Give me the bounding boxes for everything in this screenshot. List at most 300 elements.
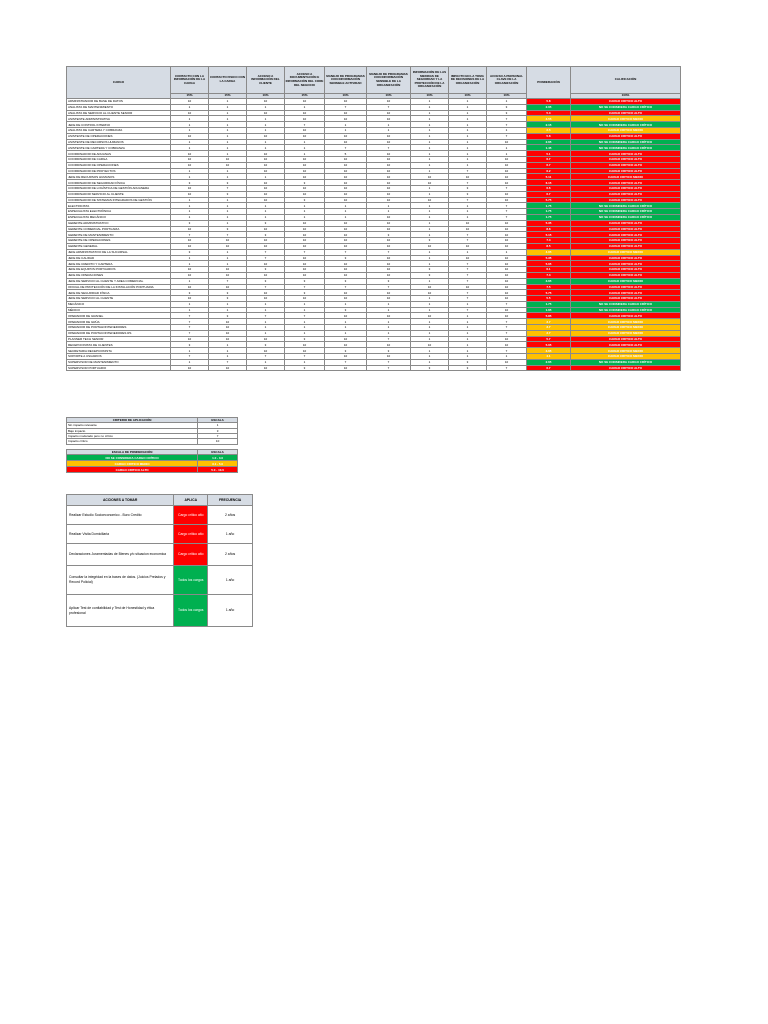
ponderacion-value: 2.65 bbox=[527, 359, 571, 365]
score-cell: 10 bbox=[487, 296, 527, 302]
accion-desc: Declaraciones Juramentadas de Bienes y/o situacion economica bbox=[67, 544, 174, 566]
score-cell: 10 bbox=[209, 238, 247, 244]
score-cell: 7 bbox=[171, 330, 209, 336]
score-cell: 1 bbox=[449, 151, 487, 157]
score-cell: 1 bbox=[411, 249, 449, 255]
ponderacion-value: 6.7 bbox=[527, 162, 571, 168]
criterio-value: 3 bbox=[198, 428, 238, 433]
score-cell: 7 bbox=[449, 290, 487, 296]
score-cell: 10 bbox=[247, 151, 285, 157]
score-cell: 1 bbox=[325, 209, 367, 215]
score-cell: 10 bbox=[285, 238, 325, 244]
score-cell: 1 bbox=[411, 214, 449, 220]
ponderacion-value: 8.8 bbox=[527, 226, 571, 232]
score-cell: 10 bbox=[171, 226, 209, 232]
score-cell: 1 bbox=[247, 330, 285, 336]
calificacion-value: CARGO CRITICO MEDIO bbox=[571, 174, 681, 180]
cargo-name: ASISTENTE DE CARTERA Y COBRANZA bbox=[67, 145, 171, 151]
score-cell: 1 bbox=[171, 209, 209, 215]
calificacion-value: NO SE CONSIDERA CARGO CRÍTICO bbox=[571, 122, 681, 128]
score-cell: 10 bbox=[411, 180, 449, 186]
score-cell: 10 bbox=[487, 359, 527, 365]
score-cell: 10 bbox=[367, 110, 411, 116]
header-col-4: ACCESO A DOCUMENTACIÓN E INFORMACIÓN DEL CORE DEL NEGOCIO bbox=[285, 67, 325, 94]
score-cell: 1 bbox=[449, 145, 487, 151]
score-cell: 10 bbox=[325, 168, 367, 174]
score-cell: 1 bbox=[449, 116, 487, 122]
score-cell: 10 bbox=[247, 197, 285, 203]
score-cell: 1 bbox=[449, 122, 487, 128]
score-cell: 1 bbox=[449, 139, 487, 145]
score-cell: 1 bbox=[449, 354, 487, 360]
cargo-name: COORDINADOR DE CARGA bbox=[67, 156, 171, 162]
score-cell: 1 bbox=[411, 209, 449, 215]
frecuencia-header: FRECUENCIA bbox=[208, 495, 253, 506]
score-cell: 10 bbox=[325, 139, 367, 145]
score-cell: 1 bbox=[209, 133, 247, 139]
score-cell: 10 bbox=[367, 313, 411, 319]
score-cell: 10 bbox=[411, 174, 449, 180]
ponderacion-value: 5.75 bbox=[527, 197, 571, 203]
ponderacion-value: 3.65 bbox=[527, 348, 571, 354]
score-cell: 10 bbox=[487, 232, 527, 238]
score-cell: 7 bbox=[247, 249, 285, 255]
score-cell: 10 bbox=[171, 110, 209, 116]
score-cell: 7 bbox=[367, 365, 411, 371]
escala-label: NO SE CONSIDERA CARGO CRÍTICO bbox=[67, 455, 198, 461]
calificacion-value: CARGO CRITICO ALTO bbox=[571, 151, 681, 157]
score-cell: 1 bbox=[171, 261, 209, 267]
cargo-name: GERENTE GENERAL bbox=[67, 243, 171, 249]
score-cell: 10 bbox=[367, 168, 411, 174]
score-cell: 10 bbox=[247, 99, 285, 105]
score-cell: 1 bbox=[367, 122, 411, 128]
score-cell: 1 bbox=[367, 330, 411, 336]
score-cell: 10 bbox=[285, 162, 325, 168]
score-cell: 10 bbox=[367, 191, 411, 197]
calificacion-value: CARGO CRITICO ALTO bbox=[571, 296, 681, 302]
score-cell: 10 bbox=[247, 365, 285, 371]
score-cell: 3 bbox=[209, 290, 247, 296]
calificacion-value: CARGO CRITICO ALTO bbox=[571, 197, 681, 203]
score-cell: 7 bbox=[487, 209, 527, 215]
accion-desc: Realizar Visita Domiciliaria bbox=[67, 525, 174, 544]
ponderacion-value: 6.15 bbox=[527, 180, 571, 186]
score-cell: 1 bbox=[449, 342, 487, 348]
calificacion-value: CARGO CRITICO ALTO bbox=[571, 232, 681, 238]
acciones-table bbox=[66, 494, 253, 627]
score-cell: 7 bbox=[209, 232, 247, 238]
score-cell: 10 bbox=[487, 174, 527, 180]
score-cell: 10 bbox=[209, 272, 247, 278]
score-cell: 1 bbox=[411, 319, 449, 325]
score-cell: 10 bbox=[487, 220, 527, 226]
score-cell: 1 bbox=[171, 122, 209, 128]
score-cell: 10 bbox=[285, 267, 325, 273]
score-cell: 10 bbox=[285, 168, 325, 174]
cargo-name: ASISTENTE DE RECURSOS HUMANOS bbox=[67, 139, 171, 145]
header-ponderacion: PONDERACIÓN bbox=[527, 67, 571, 99]
score-cell: 1 bbox=[487, 151, 527, 157]
cargo-name: OPERADOR DE GRÚA bbox=[67, 319, 171, 325]
score-cell: 1 bbox=[209, 197, 247, 203]
score-cell: 10 bbox=[209, 162, 247, 168]
score-cell: 3 bbox=[209, 191, 247, 197]
score-cell: 1 bbox=[247, 145, 285, 151]
calificacion-value: NO SE CONSIDERA CARGO CRÍTICO bbox=[571, 214, 681, 220]
score-cell: 10 bbox=[487, 284, 527, 290]
score-cell: 7 bbox=[449, 296, 487, 302]
score-cell: 10 bbox=[487, 267, 527, 273]
calificacion-value: CARGO CRITICO ALTO bbox=[571, 226, 681, 232]
score-cell: 7 bbox=[449, 197, 487, 203]
escala-scale-header: ESCALA bbox=[198, 450, 238, 455]
score-cell: 1 bbox=[247, 319, 285, 325]
calificacion-value: CARGO CRITICO ALTO bbox=[571, 261, 681, 267]
score-cell: 1 bbox=[171, 348, 209, 354]
escala-label: CARGO CRITICO ALTO bbox=[67, 467, 198, 473]
cargo-name: ANALISTA DE MANTENIMIENTO bbox=[67, 104, 171, 110]
cargo-name: COORDINADOR DE OPERACIONES bbox=[67, 162, 171, 168]
score-cell: 3 bbox=[285, 365, 325, 371]
accion-desc: Consultar la integridad en la bases de datos. (Juicios Prelados y Record Policial) bbox=[67, 566, 174, 595]
score-cell: 1 bbox=[325, 214, 367, 220]
weight-cell: 15% bbox=[171, 94, 209, 99]
score-cell: 7 bbox=[449, 180, 487, 186]
calificacion-value: CARGO CRITICO ALTO bbox=[571, 290, 681, 296]
score-cell: 10 bbox=[449, 174, 487, 180]
calificacion-value: NO SE CONSIDERA CARGO CRÍTICO bbox=[571, 145, 681, 151]
score-cell: 7 bbox=[449, 267, 487, 273]
score-cell: 1 bbox=[171, 301, 209, 307]
score-cell: 1 bbox=[171, 307, 209, 313]
ponderacion-value: 1.75 bbox=[527, 301, 571, 307]
score-cell: 1 bbox=[449, 313, 487, 319]
cargo-name: SECRETARIA RECEPCIONISTA bbox=[67, 348, 171, 354]
score-cell: 1 bbox=[449, 203, 487, 209]
aplica-header: APLICA bbox=[174, 495, 208, 506]
score-cell: 10 bbox=[449, 226, 487, 232]
score-cell: 1 bbox=[411, 354, 449, 360]
calificacion-value: CARGO CRITICO MEDIO bbox=[571, 127, 681, 133]
score-cell: 1 bbox=[411, 255, 449, 261]
escala-ponderacion-table bbox=[66, 449, 238, 473]
score-cell: 3 bbox=[325, 348, 367, 354]
score-cell: 1 bbox=[209, 122, 247, 128]
criterio-value: 1 bbox=[198, 423, 238, 428]
score-cell: 10 bbox=[325, 272, 367, 278]
header-cargo: CARGO bbox=[67, 67, 171, 99]
accion-frecuencia: 1 año bbox=[208, 566, 253, 595]
score-cell: 10 bbox=[487, 336, 527, 342]
score-cell: 3 bbox=[247, 342, 285, 348]
score-cell: 10 bbox=[171, 272, 209, 278]
score-cell: 1 bbox=[209, 342, 247, 348]
score-cell: 1 bbox=[411, 348, 449, 354]
score-cell: 10 bbox=[487, 238, 527, 244]
score-cell: 7 bbox=[325, 249, 367, 255]
score-cell: 10 bbox=[325, 116, 367, 122]
ponderacion-value: 5.05 bbox=[527, 261, 571, 267]
calificacion-value: CARGO CRITICO MEDIO bbox=[571, 325, 681, 331]
score-cell: 1 bbox=[449, 325, 487, 331]
score-cell: 1 bbox=[367, 319, 411, 325]
score-cell: 1 bbox=[411, 203, 449, 209]
score-cell: 10 bbox=[325, 290, 367, 296]
score-cell: 10 bbox=[325, 365, 367, 371]
ponderacion-value: 1.45 bbox=[527, 145, 571, 151]
accion-desc: Realizar Estudio Socioeconomico - Buro Credito bbox=[67, 506, 174, 525]
score-cell: 1 bbox=[209, 209, 247, 215]
cargo-name: GERENTE COMERCIAL PORTUARIA bbox=[67, 226, 171, 232]
score-cell: 10 bbox=[411, 290, 449, 296]
calificacion-value: NO SE CONSIDERA CARGO CRÍTICO bbox=[571, 301, 681, 307]
score-cell: 1 bbox=[285, 151, 325, 157]
score-cell: 7 bbox=[449, 261, 487, 267]
score-cell: 1 bbox=[449, 110, 487, 116]
cargo-name: GERENTE DE OPERACIONES bbox=[67, 238, 171, 244]
calificacion-value: CARGO CRITICO ALTO bbox=[571, 133, 681, 139]
score-cell: 1 bbox=[449, 162, 487, 168]
score-cell: 1 bbox=[449, 214, 487, 220]
score-cell: 1 bbox=[411, 162, 449, 168]
score-cell: 7 bbox=[487, 348, 527, 354]
score-cell: 10 bbox=[367, 99, 411, 105]
score-cell: 10 bbox=[209, 325, 247, 331]
criterio-label: Impacto crítico bbox=[67, 439, 198, 444]
score-cell: 1 bbox=[247, 325, 285, 331]
score-cell: 1 bbox=[367, 203, 411, 209]
score-cell: 7 bbox=[487, 133, 527, 139]
score-cell: 1 bbox=[209, 110, 247, 116]
score-cell: 3 bbox=[171, 180, 209, 186]
escala-range: 5.0 - 10.0 bbox=[198, 467, 238, 473]
cargo-name: JEFE DE SERVICIO AL CLIENTE bbox=[67, 296, 171, 302]
score-cell: 10 bbox=[247, 156, 285, 162]
score-cell: 7 bbox=[171, 313, 209, 319]
score-cell: 3 bbox=[247, 232, 285, 238]
calificacion-value: CARGO CRITICO MEDIO bbox=[571, 330, 681, 336]
accion-aplica: Cargo critico alto bbox=[174, 544, 208, 566]
score-cell: 1 bbox=[367, 209, 411, 215]
cargo-name: OPERADOR DE PORTACONTENEDORES RS bbox=[67, 330, 171, 336]
weight-cell: 15% bbox=[285, 94, 325, 99]
score-cell: 10 bbox=[367, 290, 411, 296]
score-cell: 10 bbox=[325, 243, 367, 249]
score-cell: 10 bbox=[247, 110, 285, 116]
score-cell: 10 bbox=[247, 226, 285, 232]
score-cell: 7 bbox=[367, 359, 411, 365]
score-cell: 10 bbox=[247, 272, 285, 278]
ponderacion-value: 6.1 bbox=[527, 267, 571, 273]
score-cell: 1 bbox=[411, 261, 449, 267]
score-cell: 1 bbox=[411, 307, 449, 313]
ponderacion-value: 1.75 bbox=[527, 203, 571, 209]
ponderacion-value: 2.5 bbox=[527, 127, 571, 133]
calificacion-value: CARGO CRITICO ALTO bbox=[571, 238, 681, 244]
score-cell: 7 bbox=[325, 145, 367, 151]
score-cell: 1 bbox=[487, 99, 527, 105]
score-cell: 10 bbox=[209, 336, 247, 342]
ponderacion-value: 5.5 bbox=[527, 296, 571, 302]
calificacion-value: CARGO CRITICO ALTO bbox=[571, 162, 681, 168]
cargo-name: OPERADOR DE PORTAHONTENEDORES bbox=[67, 325, 171, 331]
score-cell: 7 bbox=[367, 336, 411, 342]
score-cell: 1 bbox=[171, 104, 209, 110]
score-cell: 7 bbox=[367, 145, 411, 151]
score-cell: 10 bbox=[247, 180, 285, 186]
calificacion-value: CARGO CRITICO ALTO bbox=[571, 267, 681, 273]
score-cell: 10 bbox=[247, 296, 285, 302]
score-cell: 10 bbox=[367, 296, 411, 302]
score-cell: 10 bbox=[367, 261, 411, 267]
score-cell: 10 bbox=[285, 110, 325, 116]
score-cell: 10 bbox=[449, 284, 487, 290]
score-cell: 10 bbox=[367, 133, 411, 139]
accion-aplica: Todos los cargos bbox=[174, 566, 208, 595]
score-cell: 1 bbox=[449, 249, 487, 255]
score-cell: 1 bbox=[367, 325, 411, 331]
score-cell: 10 bbox=[367, 174, 411, 180]
escala-range: 1.0 - 3.0 bbox=[198, 455, 238, 461]
score-cell: 3 bbox=[449, 191, 487, 197]
score-cell: 3 bbox=[367, 278, 411, 284]
score-cell: 3 bbox=[411, 267, 449, 273]
calificacion-value: NO SE CONSIDERA CARGO CRÍTICO bbox=[571, 307, 681, 313]
score-cell: 3 bbox=[247, 278, 285, 284]
score-cell: 7 bbox=[487, 330, 527, 336]
score-cell: 10 bbox=[367, 272, 411, 278]
score-cell: 10 bbox=[367, 185, 411, 191]
score-cell: 10 bbox=[171, 185, 209, 191]
score-cell: 10 bbox=[487, 272, 527, 278]
score-cell: 10 bbox=[487, 180, 527, 186]
escala-row bbox=[67, 467, 238, 473]
score-cell: 1 bbox=[411, 301, 449, 307]
score-cell: 1 bbox=[247, 174, 285, 180]
cargo-name: MÉDICO bbox=[67, 307, 171, 313]
score-cell: 10 bbox=[487, 226, 527, 232]
score-cell: 10 bbox=[285, 255, 325, 261]
criterio-label: Sin impacto relevante bbox=[67, 423, 198, 428]
score-cell: 1 bbox=[209, 348, 247, 354]
cargo-name: COORDINADOR DE ADUANAS bbox=[67, 151, 171, 157]
score-cell: 1 bbox=[449, 330, 487, 336]
cargo-name: GERENTE ADMINISTRATIVO bbox=[67, 220, 171, 226]
score-cell: 7 bbox=[247, 284, 285, 290]
calificacion-value: CARGO CRITICO ALTO bbox=[571, 272, 681, 278]
score-cell: 10 bbox=[367, 180, 411, 186]
score-cell: 7 bbox=[449, 307, 487, 313]
score-cell: 10 bbox=[367, 226, 411, 232]
cargo-name: SOPORTE A USUARIOS bbox=[67, 354, 171, 360]
score-cell: 7 bbox=[209, 359, 247, 365]
score-cell: 1 bbox=[411, 191, 449, 197]
score-cell: 10 bbox=[367, 243, 411, 249]
calificacion-value: CARGO CRITICO ALTO bbox=[571, 255, 681, 261]
score-cell: 1 bbox=[171, 127, 209, 133]
accion-row bbox=[67, 506, 253, 525]
score-cell: 7 bbox=[209, 185, 247, 191]
score-cell: 3 bbox=[171, 249, 209, 255]
calificacion-value: CARGO CRITICO ALTO bbox=[571, 365, 681, 371]
score-cell: 5 bbox=[325, 151, 367, 157]
score-cell: 1 bbox=[487, 145, 527, 151]
score-cell: 1 bbox=[411, 139, 449, 145]
score-cell: 10 bbox=[325, 342, 367, 348]
ponderacion-value: 6.7 bbox=[527, 156, 571, 162]
criterio-header: CRITERIO DE APLICACIÓN bbox=[67, 418, 198, 423]
score-cell: 10 bbox=[325, 133, 367, 139]
score-cell: 10 bbox=[325, 313, 367, 319]
calificacion-value: CARGO CRITICO MEDIO bbox=[571, 319, 681, 325]
score-cell: 10 bbox=[487, 197, 527, 203]
cargo-name: JEFE DE CREDITO Y CARTERA bbox=[67, 261, 171, 267]
score-cell: 3 bbox=[285, 180, 325, 186]
header-calificacion: CALIFICACIÓN bbox=[571, 67, 681, 94]
score-cell: 10 bbox=[325, 156, 367, 162]
score-cell: 10 bbox=[171, 243, 209, 249]
acciones-body bbox=[67, 506, 253, 627]
score-cell: 10 bbox=[325, 336, 367, 342]
score-cell: 1 bbox=[209, 139, 247, 145]
score-cell: 1 bbox=[449, 133, 487, 139]
cargo-name: COORDINADOR DE SISTEMAS INTEGRADOS DE GESTIÓN bbox=[67, 197, 171, 203]
score-cell: 7 bbox=[285, 284, 325, 290]
score-cell: 10 bbox=[209, 267, 247, 273]
criterio-scale-header: ESCALA bbox=[198, 418, 238, 423]
score-cell: 10 bbox=[367, 151, 411, 157]
score-cell: 1 bbox=[411, 122, 449, 128]
score-cell: 7 bbox=[449, 232, 487, 238]
cargo-name: OFICIAL DE PROTECCIÓN DE LA INSTALACIÓN PORTUARIA bbox=[67, 284, 171, 290]
score-cell: 1 bbox=[367, 307, 411, 313]
score-cell: 3 bbox=[285, 336, 325, 342]
ponderacion-value: 4.05 bbox=[527, 249, 571, 255]
ponderacion-value: 6.7 bbox=[527, 365, 571, 371]
score-cell: 10 bbox=[487, 313, 527, 319]
score-cell: 10 bbox=[325, 180, 367, 186]
score-cell: 7 bbox=[449, 278, 487, 284]
score-cell: 3 bbox=[367, 348, 411, 354]
score-cell: 3 bbox=[449, 185, 487, 191]
ponderacion-value: 7.3 bbox=[527, 238, 571, 244]
score-cell: 7 bbox=[487, 325, 527, 331]
ponderacion-value: 5.75 bbox=[527, 290, 571, 296]
escala-label: CARGO CRITICO MEDIO bbox=[67, 461, 198, 467]
ponderacion-value: 2.65 bbox=[527, 139, 571, 145]
score-cell: 1 bbox=[411, 359, 449, 365]
score-cell: 10 bbox=[247, 336, 285, 342]
score-cell: 1 bbox=[247, 122, 285, 128]
accion-frecuencia: 2 años bbox=[208, 544, 253, 566]
score-cell: 7 bbox=[487, 319, 527, 325]
score-cell: 7 bbox=[171, 232, 209, 238]
score-cell: 1 bbox=[247, 139, 285, 145]
accion-frecuencia: 2 años bbox=[208, 506, 253, 525]
score-cell: 10 bbox=[285, 191, 325, 197]
total-weight-cell: 100% bbox=[571, 94, 681, 99]
score-cell: 10 bbox=[285, 133, 325, 139]
cargo-name: JEFE DE SEGURIDAD FÍSICA bbox=[67, 290, 171, 296]
score-cell: 10 bbox=[411, 313, 449, 319]
score-cell: 1 bbox=[285, 325, 325, 331]
calificacion-value: CARGO CRITICO MEDIO bbox=[571, 354, 681, 360]
score-cell: 10 bbox=[325, 110, 367, 116]
score-cell: 7 bbox=[367, 284, 411, 290]
score-cell: 7 bbox=[487, 122, 527, 128]
criterio-value: 10 bbox=[198, 439, 238, 444]
